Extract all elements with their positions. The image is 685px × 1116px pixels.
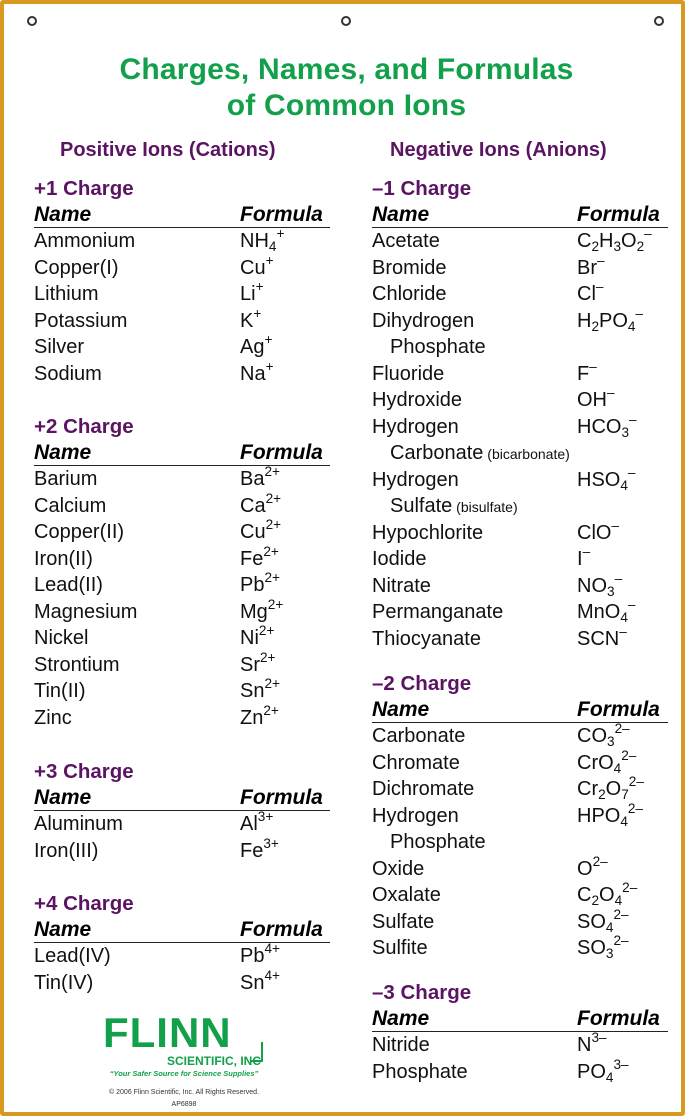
ion-formula: Li+ bbox=[240, 279, 264, 305]
table-row bbox=[372, 1056, 668, 1086]
grommet-hole-icon bbox=[27, 16, 37, 26]
table-row bbox=[372, 281, 668, 308]
ion-formula: $Pb^{2+}$ bbox=[240, 570, 280, 596]
charge-section bbox=[372, 671, 668, 962]
positive-ions-heading: Positive Ions (Cations) bbox=[60, 139, 276, 161]
table-row bbox=[34, 281, 330, 308]
ion-name-continuation: Sulfate bbox=[390, 495, 453, 517]
logo-wordmark: FLINN bbox=[103, 1009, 232, 1056]
ion-formula: $Ni^{2+}$ bbox=[240, 623, 275, 649]
ion-formula: $Mg^{2+}$ bbox=[240, 596, 284, 623]
ion-formula: $HCO_3^-$ bbox=[577, 411, 637, 440]
table-row bbox=[372, 623, 668, 653]
ion-name: Dihydrogen bbox=[372, 309, 475, 332]
ion-name: Magnesium bbox=[34, 600, 138, 623]
name-column-header: Name bbox=[372, 203, 430, 226]
ion-name: Lithium bbox=[34, 283, 99, 305]
ion-formula: $NO_3^-$ bbox=[577, 570, 623, 599]
ion-formula: $Al^{3+}$ bbox=[240, 809, 274, 835]
charge-section bbox=[34, 176, 330, 387]
ion-name: Chloride bbox=[372, 283, 447, 305]
flinn-logo bbox=[99, 1009, 269, 1080]
ion-name: Calcium bbox=[34, 494, 107, 517]
charge-section bbox=[34, 891, 330, 996]
ion-name-continuation: Carbonate bbox=[390, 442, 484, 464]
ion-formula: $Cu^{2+}$ bbox=[240, 517, 282, 543]
table-row bbox=[372, 546, 668, 573]
ion-name: Tin(II) bbox=[34, 680, 86, 702]
charge-heading: –1 Charge bbox=[372, 177, 472, 200]
ion-name: Barium bbox=[34, 468, 98, 490]
table-row bbox=[34, 702, 330, 732]
ion-formula: $C_2O_4^{2-}$ bbox=[577, 880, 638, 909]
grommet-hole-icon bbox=[341, 16, 351, 26]
table-row bbox=[372, 387, 668, 414]
ion-formula: $NH_4^+$ bbox=[240, 226, 285, 255]
formula-column-header: Formula bbox=[240, 441, 323, 464]
ion-name-continuation: Phosphate bbox=[390, 336, 486, 358]
formula-column-header: Formula bbox=[240, 203, 323, 226]
ion-formula: I– bbox=[577, 544, 591, 570]
charge-heading: –3 Charge bbox=[372, 981, 472, 1004]
ion-formula: $Ba^{2+}$ bbox=[240, 464, 280, 490]
ion-alt-name: (bicarbonate) bbox=[483, 446, 570, 462]
ion-formula: OH– bbox=[577, 385, 615, 411]
table-row-continuation bbox=[372, 440, 668, 467]
table-row bbox=[372, 747, 668, 777]
table-row bbox=[34, 358, 330, 388]
table-header bbox=[34, 202, 330, 228]
ion-name: Fluoride bbox=[372, 362, 445, 385]
table-row bbox=[372, 252, 668, 282]
charge-section bbox=[372, 176, 668, 652]
ion-name: Nickel bbox=[34, 627, 89, 649]
ion-name: Thiocyanate bbox=[372, 627, 481, 650]
ion-name: Sulfite bbox=[372, 937, 428, 959]
ion-name: Phosphate bbox=[372, 1060, 468, 1083]
ion-formula: $Sn^{4+}$ bbox=[240, 967, 280, 994]
ion-name: Sodium bbox=[34, 362, 102, 385]
table-row bbox=[34, 519, 330, 546]
ion-formula: $Ca^{2+}$ bbox=[240, 490, 282, 517]
ion-formula: F– bbox=[577, 358, 597, 385]
table-header bbox=[372, 1006, 668, 1032]
ion-name: Copper(I) bbox=[34, 256, 119, 279]
table-row bbox=[34, 334, 330, 361]
table-row bbox=[34, 835, 330, 865]
ion-formula: $Sr^{2+}$ bbox=[240, 649, 276, 676]
ion-name: Carbonate bbox=[372, 725, 466, 747]
charge-section bbox=[34, 759, 330, 864]
ion-name: Bromide bbox=[372, 256, 447, 279]
ion-formula: Br– bbox=[577, 252, 605, 279]
ion-name: Silver bbox=[34, 336, 85, 358]
ion-formula: $Fe^{2+}$ bbox=[240, 543, 279, 570]
name-column-header: Name bbox=[372, 698, 430, 721]
ion-name: Copper(II) bbox=[34, 521, 125, 543]
table-row-continuation bbox=[372, 334, 668, 361]
ion-formula: Cu+ bbox=[240, 252, 274, 279]
ion-formula: $SO_3^{2-}$ bbox=[577, 933, 629, 962]
ion-formula: SCN– bbox=[577, 623, 627, 650]
ion-name: Hydrogen bbox=[372, 468, 459, 491]
table-row bbox=[34, 625, 330, 652]
table-row bbox=[372, 599, 668, 626]
ion-name: Zinc bbox=[34, 706, 72, 729]
table-row bbox=[34, 596, 330, 626]
ion-name: Tin(IV) bbox=[34, 971, 94, 994]
ion-formula: Cl– bbox=[577, 279, 604, 305]
table-row bbox=[372, 464, 668, 494]
ion-name: Iron(III) bbox=[34, 839, 99, 862]
formula-column-header: Formula bbox=[577, 1007, 660, 1030]
table-row bbox=[372, 411, 668, 441]
table-row bbox=[372, 723, 668, 750]
table-row bbox=[34, 228, 330, 255]
table-header bbox=[372, 202, 668, 228]
ion-name: Strontium bbox=[34, 653, 120, 676]
name-column-header: Name bbox=[34, 441, 92, 464]
table-row-continuation bbox=[372, 829, 668, 856]
charge-heading: +3 Charge bbox=[34, 760, 134, 783]
grommet-hole-icon bbox=[654, 16, 664, 26]
name-column-header: Name bbox=[372, 1007, 430, 1030]
ion-name: Dichromate bbox=[372, 778, 475, 800]
table-row bbox=[34, 572, 330, 599]
ion-name: Hypochlorite bbox=[372, 521, 484, 544]
name-column-header: Name bbox=[34, 203, 92, 226]
negative-ions-heading: Negative Ions (Anions) bbox=[390, 139, 607, 161]
charge-heading: –2 Charge bbox=[372, 672, 472, 695]
table-header bbox=[372, 697, 668, 723]
table-row bbox=[34, 811, 330, 838]
table-row bbox=[372, 853, 668, 883]
ion-formula: $PO_4^{3-}$ bbox=[577, 1056, 629, 1085]
table-row bbox=[34, 649, 330, 679]
ion-name: Iodide bbox=[372, 548, 427, 570]
ion-name: Hydrogen bbox=[372, 804, 459, 827]
ion-formula: $Zn^{2+}$ bbox=[240, 702, 279, 729]
table-row-continuation bbox=[372, 493, 668, 520]
page-title-line-1: Charges, Names, and Formulas bbox=[119, 53, 574, 86]
ion-formula: $Sn^{2+}$ bbox=[240, 676, 280, 702]
page-title-line-2: of Common Ions bbox=[226, 89, 467, 122]
ion-formula: $HPO_4^{2-}$ bbox=[577, 800, 644, 829]
logo-tagline: “Your Safer Source for Science Supplies” bbox=[109, 1069, 259, 1078]
ion-formula: $Fe^{3+}$ bbox=[240, 835, 279, 862]
ion-formula: $O^{2-}$ bbox=[577, 853, 608, 880]
ion-name: Nitride bbox=[372, 1034, 430, 1056]
ion-formula: $HSO_4^-$ bbox=[577, 464, 636, 493]
table-row bbox=[34, 967, 330, 997]
ion-formula: K+ bbox=[240, 305, 262, 332]
table-row bbox=[372, 228, 668, 255]
ion-name: Oxide bbox=[372, 857, 425, 880]
ion-formula: $H_2PO_4^-$ bbox=[577, 305, 644, 334]
ion-name: Chromate bbox=[372, 751, 460, 774]
ion-formula: Na+ bbox=[240, 358, 274, 385]
table-header bbox=[34, 440, 330, 466]
ion-formula: ClO– bbox=[577, 517, 620, 544]
charge-heading: +4 Charge bbox=[34, 892, 134, 915]
table-row bbox=[372, 570, 668, 600]
table-row bbox=[372, 882, 668, 909]
table-row bbox=[372, 935, 668, 962]
table-row bbox=[34, 466, 330, 493]
formula-column-header: Formula bbox=[577, 203, 660, 226]
ion-name: Lead(IV) bbox=[34, 945, 111, 967]
ion-name-continuation: Phosphate bbox=[390, 831, 486, 853]
table-row bbox=[372, 305, 668, 335]
ion-formula: CrO$_4^{2-}$ bbox=[577, 747, 637, 776]
ion-name: Ammonium bbox=[34, 230, 136, 252]
ion-name: Oxalate bbox=[372, 884, 441, 906]
table-row bbox=[372, 776, 668, 803]
ion-formula: $SO_4^{2-}$ bbox=[577, 906, 629, 935]
table-row bbox=[34, 252, 330, 282]
table-header bbox=[34, 785, 330, 811]
table-header bbox=[34, 917, 330, 943]
ion-name: Lead(II) bbox=[34, 574, 103, 596]
table-row bbox=[34, 678, 330, 705]
logo-subtitle: SCIENTIFIC, INC bbox=[166, 1054, 261, 1068]
ion-name: Potassium bbox=[34, 309, 128, 332]
ion-formula: Ag+ bbox=[240, 332, 273, 358]
ion-name: Iron(II) bbox=[34, 547, 93, 570]
name-column-header: Name bbox=[34, 918, 92, 941]
table-row bbox=[34, 943, 330, 970]
table-row bbox=[34, 543, 330, 573]
ion-formula: MnO$_4$– bbox=[577, 597, 636, 626]
ion-name: Acetate bbox=[372, 230, 440, 252]
table-row bbox=[372, 358, 668, 388]
logo-bracket-icon bbox=[251, 1042, 263, 1062]
formula-column-header: Formula bbox=[577, 698, 660, 721]
table-row bbox=[372, 906, 668, 936]
ion-name: Hydroxide bbox=[372, 389, 463, 411]
ion-formula: $Cr_2O_7^{2-}$ bbox=[577, 774, 644, 803]
ion-name: Aluminum bbox=[34, 813, 123, 835]
charge-heading: +2 Charge bbox=[34, 415, 134, 438]
formula-column-header: Formula bbox=[240, 786, 323, 809]
charge-section bbox=[372, 980, 668, 1085]
ion-alt-name: (bisulfate) bbox=[452, 499, 518, 515]
ion-formula: $CO_3^{2-}$ bbox=[577, 721, 630, 750]
product-code: AP6898 bbox=[171, 1101, 197, 1108]
table-row bbox=[34, 490, 330, 520]
ion-name: Sulfate bbox=[372, 910, 435, 933]
copyright-notice: © 2006 Flinn Scientific, Inc. All Rights Reserved. bbox=[109, 1089, 259, 1096]
ion-name: Hydrogen bbox=[372, 415, 459, 438]
ion-name: Nitrate bbox=[372, 574, 431, 597]
ion-formula: $C_2H_3O_2^-$ bbox=[577, 226, 652, 255]
ion-name: Permanganate bbox=[372, 601, 504, 623]
charge-section bbox=[34, 414, 330, 731]
table-row bbox=[34, 305, 330, 335]
table-row bbox=[372, 800, 668, 830]
table-row bbox=[372, 1032, 668, 1059]
formula-column-header: Formula bbox=[240, 918, 323, 941]
charge-heading: +1 Charge bbox=[34, 177, 134, 200]
ion-formula: $Pb^{4+}$ bbox=[240, 941, 280, 967]
ion-formula: $N^{3-}$ bbox=[577, 1030, 607, 1056]
table-row bbox=[372, 517, 668, 547]
name-column-header: Name bbox=[34, 786, 92, 809]
